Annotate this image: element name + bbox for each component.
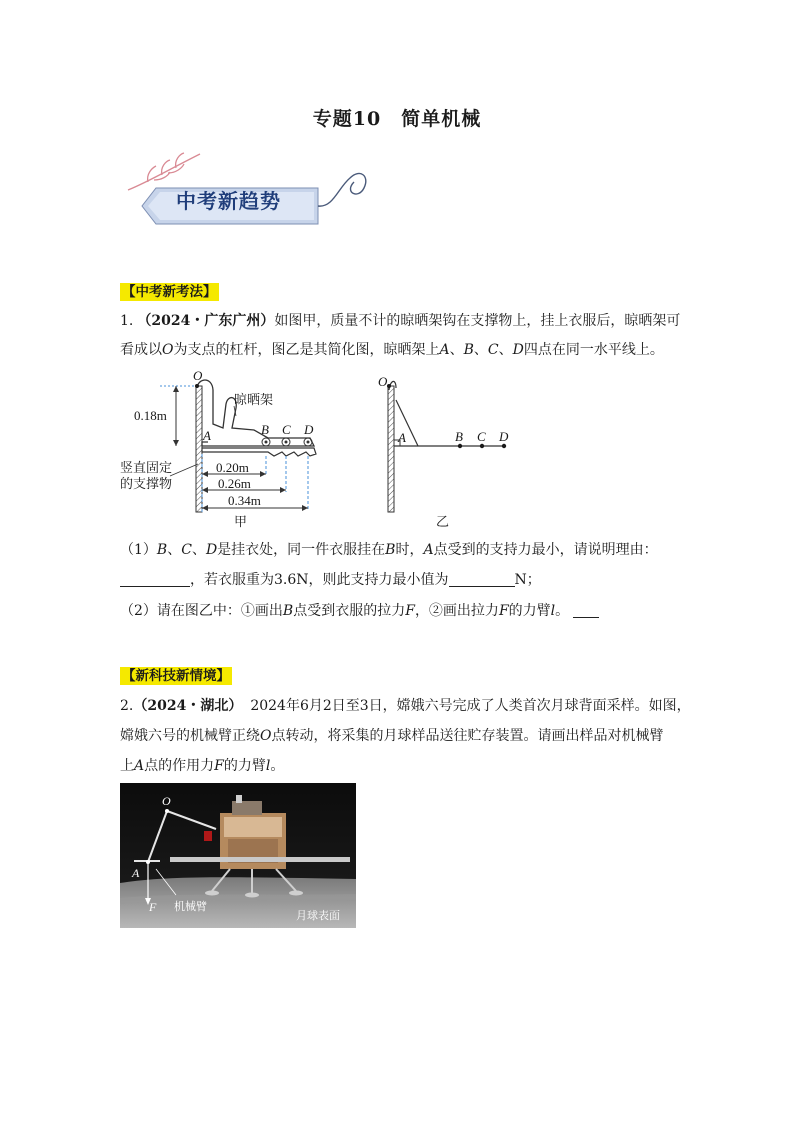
rack-label: 晾晒架 xyxy=(234,392,274,407)
section-tag-new-method: 【中考新考法】 xyxy=(122,284,217,300)
dim-0.20m: 0.20m xyxy=(216,460,249,475)
yi-point-B: B xyxy=(455,429,463,444)
photo-point-A: A xyxy=(132,866,140,880)
question-1-sub-1-line-2: ，若衣服重为3.6N，则此支持力最小值为 N； xyxy=(120,566,541,594)
question-2-line-1: 2.（2024・湖北） 2024年6月2日至3日，嫦娥六号完成了人类首次月球背面采样。如图， xyxy=(120,698,691,714)
yi-point-D: D xyxy=(499,429,509,444)
support-label-2: 的支撑物 xyxy=(120,476,173,491)
section-tag-new-tech: 【新科技新情境】 xyxy=(122,668,230,684)
lever-figure xyxy=(118,364,538,532)
yi-point-A: A xyxy=(398,430,406,445)
height-0.18m: 0.18m xyxy=(134,408,167,423)
photo-force-F: F xyxy=(149,900,157,914)
yi-point-C: C xyxy=(477,429,486,444)
photo-label-arm: 机械臂 xyxy=(174,901,207,913)
banner-label: 中考新趋势 xyxy=(176,189,281,213)
lander-photo xyxy=(120,783,356,928)
answer-blank-force[interactable] xyxy=(449,570,515,587)
jia-point-D: D xyxy=(304,422,314,437)
jia-point-B: B xyxy=(261,422,269,437)
jia-point-A: A xyxy=(203,428,211,443)
question-2-line-3: 上A点的作用力F的力臂l。 xyxy=(120,758,285,774)
photo-point-O: O xyxy=(162,794,171,808)
caption-yi: 乙 xyxy=(436,514,450,529)
question-1-line-2: 看成以O为支点的杠杆，图乙是其简化图，晾晒架上A、B、C、D四点在同一水平线上。 xyxy=(120,342,664,358)
answer-blank-drawing[interactable] xyxy=(573,601,599,618)
question-1-sub-2: （2）请在图乙中：①画出B点受到衣服的拉力F，②画出拉力F的力臂l。 xyxy=(120,597,599,625)
answer-blank-reason[interactable] xyxy=(120,570,190,587)
figure-yi xyxy=(378,374,509,529)
photo-label-surface: 月球表面 xyxy=(296,910,340,922)
support-label-1: 竖直固定 xyxy=(120,460,173,475)
figure-jia xyxy=(120,368,316,529)
jia-point-C: C xyxy=(282,422,291,437)
caption-jia: 甲 xyxy=(234,514,248,529)
dim-0.26m: 0.26m xyxy=(218,476,251,491)
page-title: 专题10 简单机械 xyxy=(312,108,482,130)
question-1-line-1: 1. （2024・广东广州）如图甲，质量不计的晾晒架钩在支撑物上，挂上衣服后，晾晒架可 xyxy=(120,313,681,329)
yi-point-O: O xyxy=(378,374,388,389)
question-2-line-2: 嫦娥六号的机械臂正绕O点转动，将采集的月球样品送往贮存装置。请画出样品对机械臂 xyxy=(120,728,664,744)
question-1-sub-1: （1）B、C、D是挂衣处，同一件衣服挂在B时，A点受到的支持力最小，请说明理由： xyxy=(120,542,658,558)
jia-point-O: O xyxy=(193,368,203,383)
dim-0.34m: 0.34m xyxy=(228,493,261,508)
